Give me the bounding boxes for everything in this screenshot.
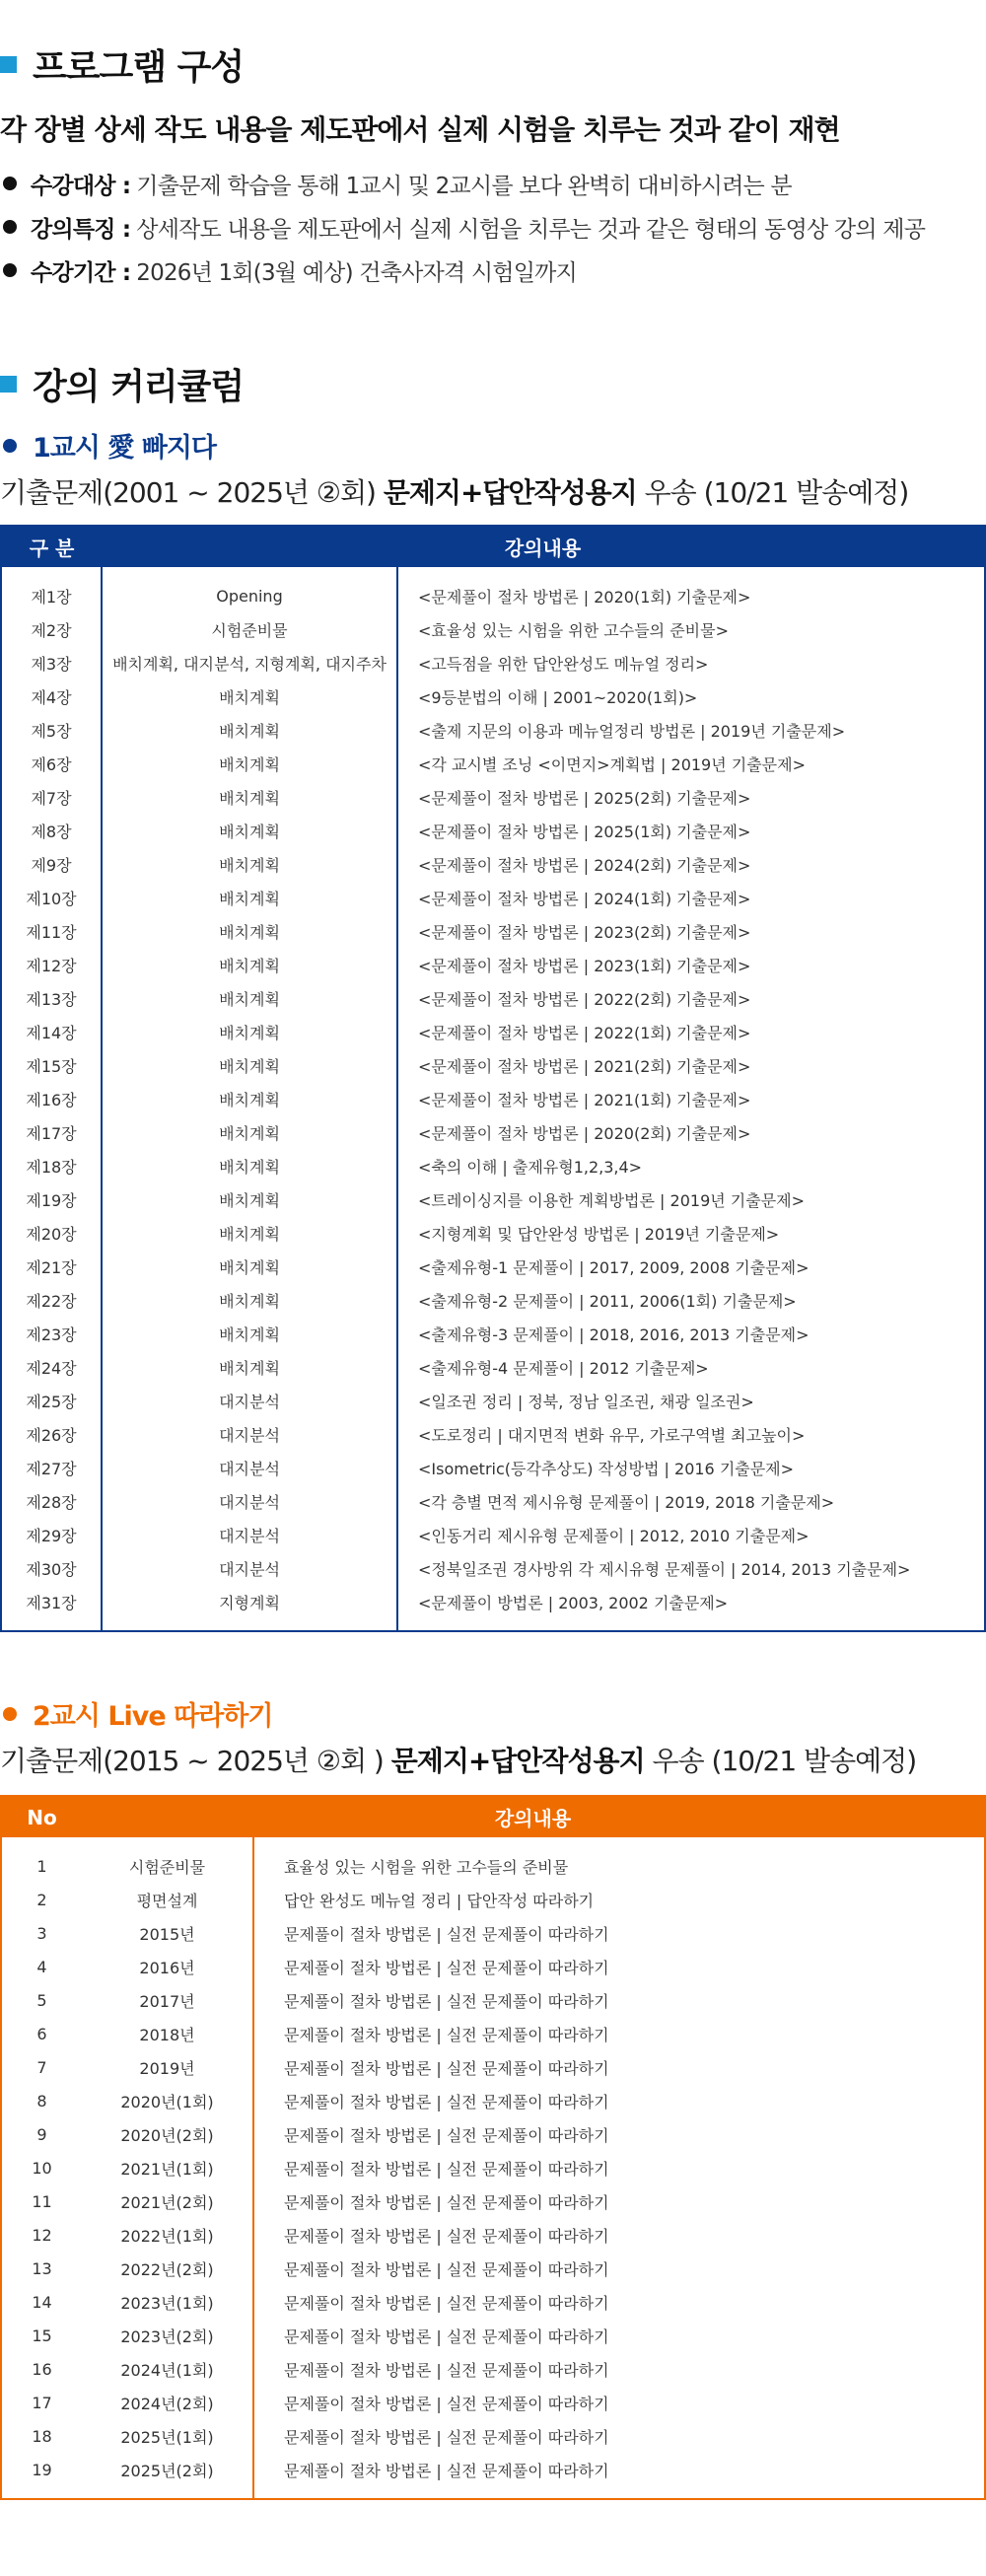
part1-header-content: 강의내용: [102, 526, 985, 567]
table-row: [1, 2285, 985, 2319]
part2-cell-content: 문제풀이 절차 방법론 | 실전 문제풀이 따라하기: [284, 2025, 609, 2044]
part1-cell-topic: 배치계획: [102, 1015, 397, 1048]
table-row: [1, 1518, 985, 1551]
table-row: [1, 1551, 985, 1585]
part1-cell-topic: 배치계획: [102, 747, 397, 780]
table-row: [1, 814, 985, 847]
part2-cell-number: 10: [32, 2158, 52, 2178]
part1-cell-topic: 대지분석: [102, 1484, 397, 1518]
part1-cell-number: 제12장: [1, 948, 102, 981]
part2-header-no: No: [1, 1796, 82, 1837]
part2-cell-number: 3: [36, 1923, 47, 1943]
table-row: [1, 881, 985, 914]
part2-cell-content: 문제풀이 절차 방법론 | 실전 문제풀이 따라하기: [284, 2192, 609, 2212]
table-row: [1, 780, 985, 814]
part2-cell-number: 17: [32, 2393, 52, 2412]
table-row: [1, 2319, 985, 2352]
bullet-value: 2026년 1회(3월 예상) 건축사자격 시험일까지: [136, 259, 577, 286]
part1-cell-content: <문제풀이 절차 방법론 | 2022(2회) 기출문제>: [418, 989, 751, 1009]
part1-cell-topic: 배치계획: [102, 1216, 397, 1250]
part1-cell-number: 제13장: [1, 981, 102, 1015]
part2-cell-content: 답안 완성도 메뉴얼 정리 | 답안작성 따라하기: [284, 1891, 595, 1910]
part1-cell-topic: 시험준비물: [102, 612, 397, 646]
table-row: [1, 2386, 985, 2419]
part2-cell-topic: 2018년: [82, 2017, 253, 2050]
part1-cell-number: 제6장: [1, 747, 102, 780]
part2-cell-number: 14: [32, 2292, 52, 2312]
part1-intro-pre: 기출문제(2001 ~ 2025년 ②회): [0, 476, 384, 509]
part1-cell-topic: 배치계획: [102, 847, 397, 881]
part2-cell-topic: 2024년(2회): [82, 2386, 253, 2419]
part1-cell-content: <문제풀이 절차 방법론 | 2020(1회) 기출문제>: [418, 587, 751, 607]
part1-cell-topic: 배치계획: [102, 1149, 397, 1182]
part1-cell-topic: 배치계획: [102, 1082, 397, 1115]
part2-cell-number: 2: [36, 1890, 47, 1909]
curriculum-title: [0, 359, 244, 409]
part1-cell-content: <출제유형-4 문제풀이 | 2012 기출문제>: [418, 1358, 709, 1378]
part1-cell-topic: 배치계획: [102, 680, 397, 713]
table-row: [1, 680, 985, 713]
part2-cell-content: 문제풀이 절차 방법론 | 실전 문제풀이 따라하기: [284, 2058, 609, 2078]
spacer-cell: [82, 2486, 253, 2499]
table-row: [1, 1484, 985, 1518]
table-row: [1, 1115, 985, 1149]
part2-cell-topic: 2025년(2회): [82, 2453, 253, 2486]
part1-cell-content: <문제풀이 절차 방법론 | 2023(1회) 기출문제>: [418, 956, 751, 975]
spacer-cell: [1, 2486, 82, 2499]
table-row: [1, 2218, 985, 2252]
part2-cell-number: 16: [32, 2359, 52, 2379]
part1-cell-topic: 배치계획: [102, 1048, 397, 1082]
part2-cell-topic: 2023년(2회): [82, 2319, 253, 2352]
part1-cell-number: 제26장: [1, 1417, 102, 1451]
part1-cell-content: <문제풀이 절차 방법론 | 2023(2회) 기출문제>: [418, 922, 751, 942]
table-row: [1, 1883, 985, 1916]
part1-cell-content: <정북일조권 경사방위 각 제시유형 문제풀이 | 2014, 2013 기출문제>: [418, 1559, 911, 1579]
part1-cell-number: 제1장: [1, 579, 102, 612]
part1-cell-content: <각 층별 면적 제시유형 문제풀이 | 2019, 2018 기출문제>: [418, 1492, 835, 1512]
part1-cell-content: <지형계획 및 답안완성 방법론 | 2019년 기출문제>: [418, 1224, 780, 1244]
part1-cell-number: 제10장: [1, 881, 102, 914]
bullet-label: 수강대상 :: [31, 173, 131, 199]
table-row: [1, 2084, 985, 2117]
part1-cell-content: <고득점을 위한 답안완성도 메뉴얼 정리>: [418, 654, 709, 674]
part1-cell-content: <문제풀이 절차 방법론 | 2024(1회) 기출문제>: [418, 889, 751, 908]
part1-cell-number: 제27장: [1, 1451, 102, 1484]
part2-cell-number: 15: [32, 2326, 52, 2345]
table-row: [1, 1849, 985, 1883]
part1-cell-topic: 배치계획: [102, 1115, 397, 1149]
part2-cell-topic: 평면설계: [82, 1883, 253, 1916]
part2-cell-topic: 2021년(2회): [82, 2184, 253, 2218]
bullet-dot-icon: [3, 220, 17, 234]
part1-table-body: [1, 567, 985, 1631]
table-row: [1, 914, 985, 948]
part1-cell-content: <일조권 정리 | 정북, 정남 일조권, 채광 일조권>: [418, 1392, 754, 1411]
blue-square-icon: [0, 376, 17, 393]
table-row: [1, 713, 985, 747]
table-row: [1, 1350, 985, 1384]
part1-cell-content: <문제풀이 절차 방법론 | 2025(1회) 기출문제>: [418, 822, 751, 841]
part1-cell-content: <문제풀이 절차 방법론 | 2022(1회) 기출문제>: [418, 1023, 751, 1042]
part1-title: [0, 426, 216, 465]
spacer-cell: [253, 2486, 985, 2499]
part1-cell-content: <각 교시별 조닝 <이면지>계획법 | 2019년 기출문제>: [418, 754, 807, 774]
part1-cell-number: 제11장: [1, 914, 102, 948]
bullet-feature: [0, 205, 925, 249]
part1-cell-number: 제7장: [1, 780, 102, 814]
program-title: [0, 39, 244, 90]
part2-cell-content: 효율성 있는 시험을 위한 고수들의 준비물: [284, 1857, 569, 1877]
part1-cell-content: <효율성 있는 시험을 위한 고수들의 준비물>: [418, 620, 729, 640]
spacer-cell: [1, 1618, 102, 1631]
part2-cell-content: 문제풀이 절차 방법론 | 실전 문제풀이 따라하기: [284, 1991, 609, 2011]
table-row: [1, 1451, 985, 1484]
part1-cell-topic: 배치계획: [102, 981, 397, 1015]
part1-cell-content: <문제풀이 절차 방법론 | 2021(1회) 기출문제>: [418, 1090, 751, 1109]
part2-cell-number: 11: [32, 2191, 52, 2211]
table-row: [1, 1916, 985, 1950]
part1-cell-topic: 배치계획: [102, 1317, 397, 1350]
part1-cell-topic: 배치계획: [102, 1350, 397, 1384]
curriculum-title-text: 강의 커리큘럼: [33, 367, 245, 407]
table-row: [1, 948, 985, 981]
part1-cell-number: 제28장: [1, 1484, 102, 1518]
table-row: [1, 1182, 985, 1216]
part1-cell-number: 제9장: [1, 847, 102, 881]
part1-cell-topic: 배치계획: [102, 814, 397, 847]
part1-cell-number: 제29장: [1, 1518, 102, 1551]
part1-cell-topic: 배치계획: [102, 881, 397, 914]
part1-cell-content: <출제유형-1 문제풀이 | 2017, 2009, 2008 기출문제>: [418, 1257, 810, 1277]
part2-cell-topic: 2021년(1회): [82, 2151, 253, 2184]
part1-cell-number: 제25장: [1, 1384, 102, 1417]
part2-cell-topic: 2020년(1회): [82, 2084, 253, 2117]
part1-cell-number: 제5장: [1, 713, 102, 747]
part1-cell-topic: 배치계획, 대지분석, 지형계획, 대지주차: [102, 646, 397, 680]
bullet-dot-icon: [3, 177, 17, 190]
table-row: [1, 2017, 985, 2050]
part1-cell-topic: 배치계획: [102, 713, 397, 747]
table-spacer-row: [1, 1618, 985, 1631]
part2-cell-topic: 2020년(2회): [82, 2117, 253, 2151]
spacer-cell: [82, 1837, 253, 1849]
part1-cell-number: 제8장: [1, 814, 102, 847]
part1-cell-number: 제3장: [1, 646, 102, 680]
table-row: [1, 1048, 985, 1082]
part2-cell-number: 18: [32, 2426, 52, 2446]
blue-square-icon: [0, 56, 17, 73]
part1-cell-topic: 배치계획: [102, 1182, 397, 1216]
part2-cell-number: 8: [36, 2091, 47, 2111]
part2-cell-number: 7: [36, 2057, 47, 2077]
part1-cell-content: <인동거리 제시유형 문제풀이 | 2012, 2010 기출문제>: [418, 1526, 810, 1545]
table-row: [1, 1250, 985, 1283]
part1-cell-number: 제18장: [1, 1149, 102, 1182]
part2-intro: [0, 1740, 916, 1779]
part1-header-category: 구 분: [1, 526, 102, 567]
table-row: [1, 747, 985, 780]
part1-cell-number: 제15장: [1, 1048, 102, 1082]
part1-cell-topic: Opening: [102, 579, 397, 612]
table-row: [1, 1585, 985, 1618]
part2-cell-topic: 2022년(2회): [82, 2252, 253, 2285]
part1-title-text: 1교시 愛 빠지다: [33, 433, 216, 464]
table-row: [1, 2419, 985, 2453]
part1-cell-content: <도로정리 | 대지면적 변화 유무, 가로구역별 최고높이>: [418, 1425, 806, 1445]
part2-title-text: 2교시 Live 따라하기: [33, 1701, 273, 1732]
part2-cell-topic: 2019년: [82, 2050, 253, 2084]
spacer-cell: [1, 567, 102, 579]
part1-cell-topic: 대지분석: [102, 1518, 397, 1551]
part2-cell-topic: 2016년: [82, 1950, 253, 1983]
table-row: [1, 1317, 985, 1350]
part2-cell-topic: 2022년(1회): [82, 2218, 253, 2252]
part1-cell-topic: 배치계획: [102, 1283, 397, 1317]
part1-cell-number: 제21장: [1, 1250, 102, 1283]
part1-cell-number: 제31장: [1, 1585, 102, 1618]
part2-cell-topic: 2023년(1회): [82, 2285, 253, 2319]
part1-cell-content: <문제풀이 절차 방법론 | 2024(2회) 기출문제>: [418, 855, 751, 875]
bullet-value: 상세작도 내용을 제도판에서 실제 시험을 치루는 것과 같은 형태의 동영상 강의 제공: [136, 216, 926, 243]
part2-cell-content: 문제풀이 절차 방법론 | 실전 문제풀이 따라하기: [284, 1958, 609, 1977]
part1-cell-content: <Isometric(등각추상도) 작성방법 | 2016 기출문제>: [418, 1459, 795, 1478]
bullet-label: 수강기간 :: [31, 259, 131, 286]
table-row: [1, 1417, 985, 1451]
part1-cell-topic: 대지분석: [102, 1417, 397, 1451]
table-row: [1, 1149, 985, 1182]
part1-cell-content: <트레이싱지를 이용한 계획방법론 | 2019년 기출문제>: [418, 1190, 806, 1210]
table-row: [1, 1216, 985, 1250]
part2-cell-number: 5: [36, 1990, 47, 2010]
bullet-label: 강의특징 :: [31, 216, 131, 243]
part1-cell-content: <문제풀이 절차 방법론 | 2025(2회) 기출문제>: [418, 788, 751, 808]
part2-cell-content: 문제풀이 절차 방법론 | 실전 문제풀이 따라하기: [284, 2226, 609, 2246]
table-row: [1, 847, 985, 881]
part2-cell-number: 9: [36, 2124, 47, 2144]
part2-cell-number: 19: [32, 2460, 52, 2479]
part2-cell-content: 문제풀이 절차 방법론 | 실전 문제풀이 따라하기: [284, 1924, 609, 1944]
part1-cell-number: 제2장: [1, 612, 102, 646]
table-row: [1, 1950, 985, 1983]
table-spacer-row: [1, 1837, 985, 1849]
part1-cell-topic: 배치계획: [102, 1250, 397, 1283]
part2-table-body: [1, 1837, 985, 2499]
orange-dot-icon: [3, 1707, 17, 1721]
part1-table: [0, 525, 986, 1632]
part1-intro-post: 우송 (10/21 발송예정): [636, 476, 909, 509]
part2-cell-number: 1: [36, 1856, 47, 1876]
program-headline: 각 장별 상세 작도 내용을 제도판에서 실제 시험을 치루는 것과 같이 재현: [0, 113, 840, 146]
table-row: [1, 1015, 985, 1048]
part2-header-content: 강의내용: [82, 1796, 985, 1837]
part2-cell-number: 4: [36, 1957, 47, 1976]
part1-cell-content: <9등분법의 이해 | 2001~2020(1회)>: [418, 687, 698, 707]
part1-cell-content: <문제풀이 방법론 | 2003, 2002 기출문제>: [418, 1593, 729, 1612]
table-row: [1, 1983, 985, 2017]
table-row: [1, 2252, 985, 2285]
spacer-cell: [397, 567, 985, 579]
spacer-cell: [1, 1837, 82, 1849]
table-row: [1, 2117, 985, 2151]
bullet-value: 기출문제 학습을 통해 1교시 및 2교시를 보다 완벽히 대비하시려는 분: [136, 173, 792, 199]
part2-cell-content: 문제풀이 절차 방법론 | 실전 문제풀이 따라하기: [284, 2461, 609, 2480]
table-spacer-row: [1, 567, 985, 579]
part1-cell-number: 제19장: [1, 1182, 102, 1216]
part1-cell-content: <출제유형-3 문제풀이 | 2018, 2016, 2013 기출문제>: [418, 1324, 810, 1344]
part2-intro-bold: 문제지+답안작성용지: [390, 1745, 645, 1777]
part2-cell-number: 12: [32, 2225, 52, 2245]
part2-cell-topic: 2017년: [82, 1983, 253, 2017]
part1-cell-topic: 배치계획: [102, 948, 397, 981]
spacer-cell: [397, 1618, 985, 1631]
bullet-period: [0, 249, 925, 292]
part1-cell-number: 제4장: [1, 680, 102, 713]
table-row: [1, 2352, 985, 2386]
part1-cell-topic: 대지분석: [102, 1384, 397, 1417]
spacer-cell: [253, 1837, 985, 1849]
part1-cell-topic: 배치계획: [102, 780, 397, 814]
table-row: [1, 646, 985, 680]
table-row: [1, 2050, 985, 2084]
table-row: [1, 2151, 985, 2184]
table-row: [1, 2184, 985, 2218]
table-row: [1, 981, 985, 1015]
table-row: [1, 579, 985, 612]
part1-cell-number: 제22장: [1, 1283, 102, 1317]
part2-cell-content: 문제풀이 절차 방법론 | 실전 문제풀이 따라하기: [284, 2360, 609, 2380]
part1-cell-number: 제30장: [1, 1551, 102, 1585]
part2-cell-content: 문제풀이 절차 방법론 | 실전 문제풀이 따라하기: [284, 2092, 609, 2111]
part1-cell-topic: 대지분석: [102, 1551, 397, 1585]
part2-cell-content: 문제풀이 절차 방법론 | 실전 문제풀이 따라하기: [284, 2159, 609, 2179]
part1-cell-content: <출제 지문의 이용과 메뉴얼정리 방법론 | 2019년 기출문제>: [418, 721, 846, 741]
table-spacer-row: [1, 2486, 985, 2499]
table-row: [1, 2453, 985, 2486]
part2-cell-content: 문제풀이 절차 방법론 | 실전 문제풀이 따라하기: [284, 2293, 609, 2313]
part2-cell-content: 문제풀이 절차 방법론 | 실전 문제풀이 따라하기: [284, 2125, 609, 2145]
part2-cell-content: 문제풀이 절차 방법론 | 실전 문제풀이 따라하기: [284, 2259, 609, 2279]
part2-intro-post: 우송 (10/21 발송예정): [644, 1745, 917, 1777]
spacer-cell: [102, 567, 397, 579]
table-row: [1, 1082, 985, 1115]
part1-cell-topic: 대지분석: [102, 1451, 397, 1484]
part1-cell-content: <축의 이해 | 출제유형1,2,3,4>: [418, 1157, 643, 1177]
part2-title: [0, 1694, 272, 1733]
part1-cell-topic: 지형계획: [102, 1585, 397, 1618]
program-title-text: 프로그램 구성: [33, 47, 245, 88]
bullet-target: [0, 162, 925, 205]
part2-cell-content: 문제풀이 절차 방법론 | 실전 문제풀이 따라하기: [284, 2394, 609, 2413]
part2-cell-topic: 2024년(1회): [82, 2352, 253, 2386]
part2-cell-content: 문제풀이 절차 방법론 | 실전 문제풀이 따라하기: [284, 2326, 609, 2346]
navy-dot-icon: [3, 439, 17, 453]
spacer-cell: [102, 1618, 397, 1631]
bullet-dot-icon: [3, 263, 17, 277]
part1-cell-number: 제20장: [1, 1216, 102, 1250]
program-bullets: [0, 162, 925, 292]
part2-cell-topic: 시험준비물: [82, 1849, 253, 1883]
part1-cell-content: <문제풀이 절차 방법론 | 2021(2회) 기출문제>: [418, 1056, 751, 1076]
part2-cell-number: 6: [36, 2024, 47, 2043]
part2-table: [0, 1795, 986, 2500]
part2-cell-number: 13: [32, 2258, 52, 2278]
part1-intro-bold: 문제지+답안작성용지: [383, 476, 637, 509]
part1-cell-number: 제17장: [1, 1115, 102, 1149]
table-row: [1, 1384, 985, 1417]
part1-intro: [0, 471, 908, 511]
part1-cell-topic: 배치계획: [102, 914, 397, 948]
part2-cell-topic: 2015년: [82, 1916, 253, 1950]
part1-cell-number: 제14장: [1, 1015, 102, 1048]
part1-cell-content: <출제유형-2 문제풀이 | 2011, 2006(1회) 기출문제>: [418, 1291, 797, 1311]
part2-intro-pre: 기출문제(2015 ~ 2025년 ②회 ): [0, 1745, 391, 1777]
part2-cell-topic: 2025년(1회): [82, 2419, 253, 2453]
table-row: [1, 1283, 985, 1317]
part1-cell-number: 제23장: [1, 1317, 102, 1350]
part2-cell-content: 문제풀이 절차 방법론 | 실전 문제풀이 따라하기: [284, 2427, 609, 2447]
table-row: [1, 612, 985, 646]
part1-cell-content: <문제풀이 절차 방법론 | 2020(2회) 기출문제>: [418, 1123, 751, 1143]
part1-cell-number: 제24장: [1, 1350, 102, 1384]
part1-cell-number: 제16장: [1, 1082, 102, 1115]
